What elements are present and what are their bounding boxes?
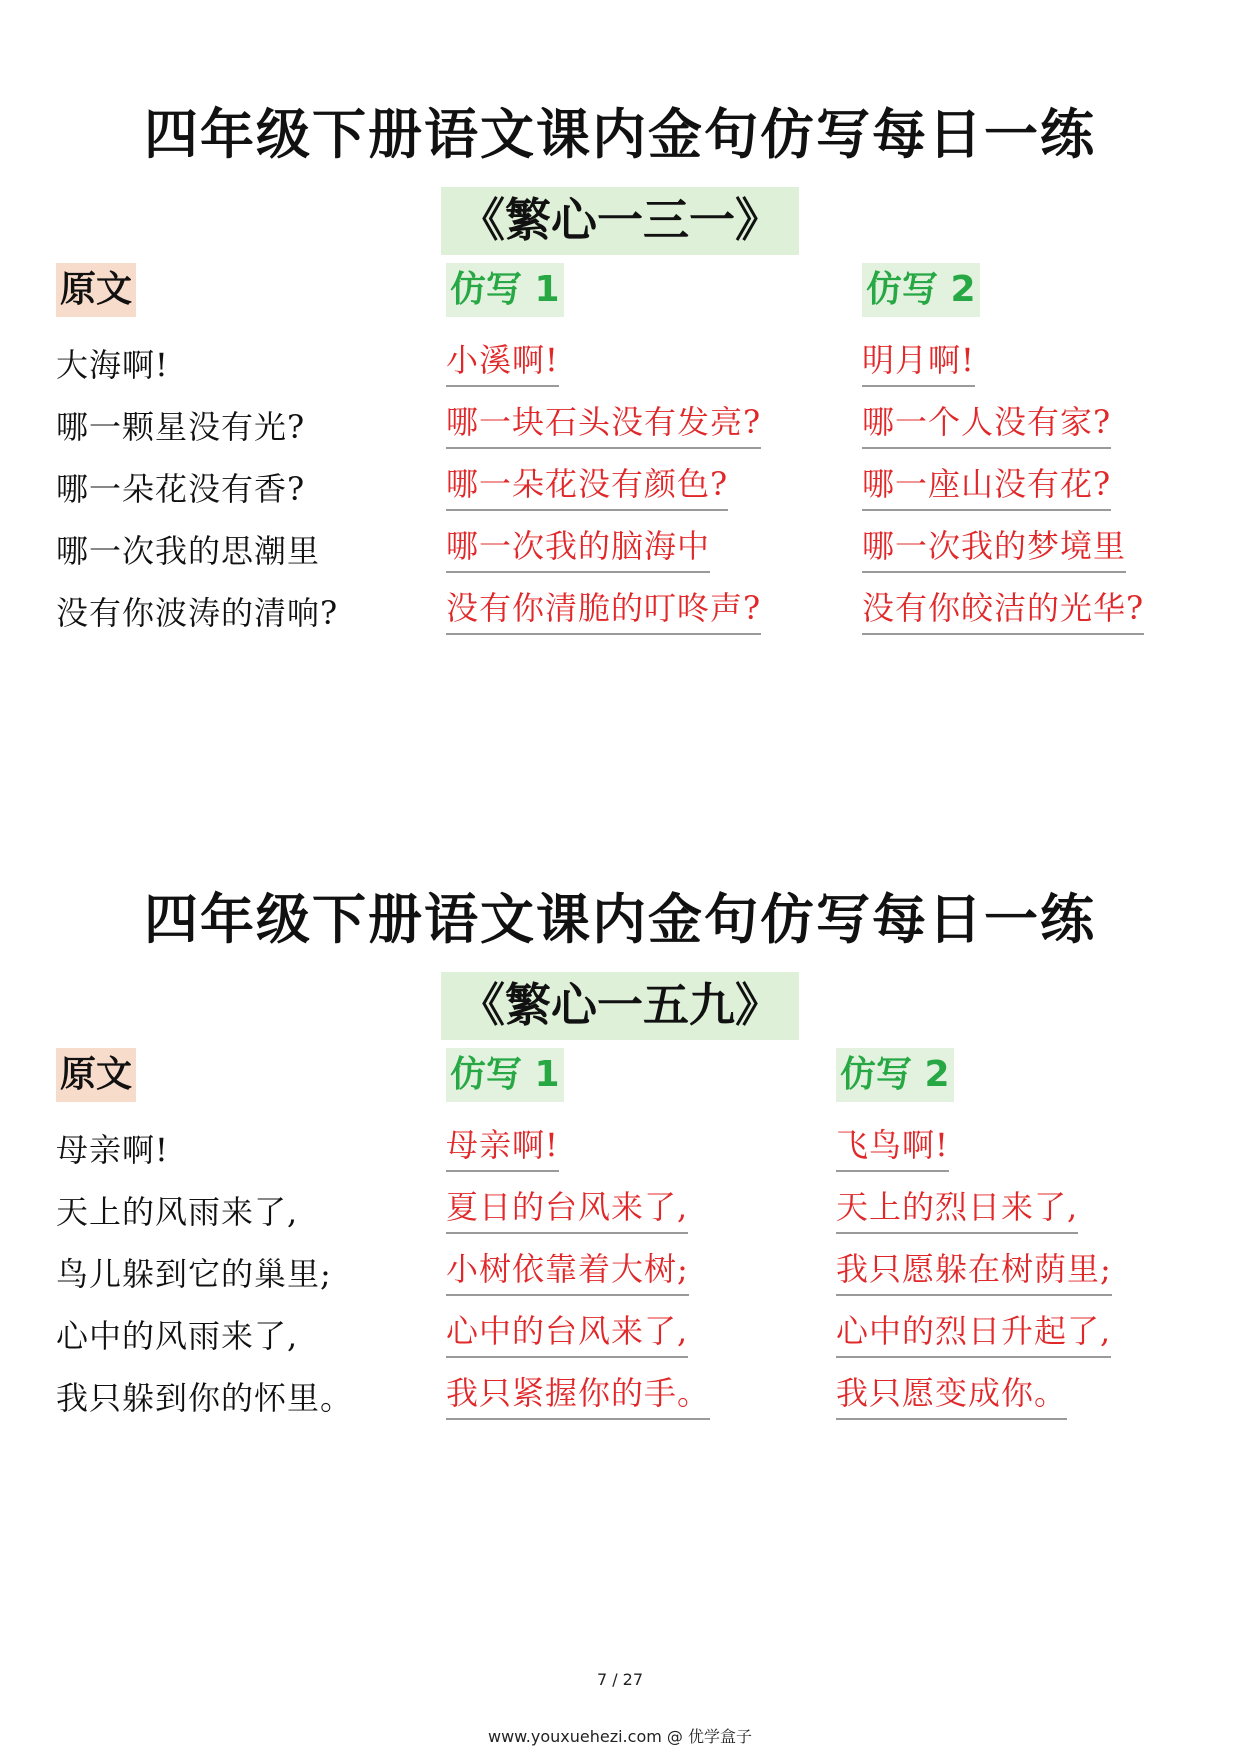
imitation-line: 小溪啊! bbox=[446, 338, 559, 387]
imitation-line: 母亲啊! bbox=[446, 1123, 559, 1172]
original-line: 哪一颗星没有光? bbox=[56, 408, 306, 446]
imitation-line: 哪一次我的脑海中 bbox=[446, 524, 710, 573]
imitation-line: 哪一朵花没有颜色? bbox=[446, 462, 728, 511]
imitation-line: 小树依靠着大树; bbox=[446, 1247, 689, 1296]
imitation-1-column bbox=[446, 263, 761, 635]
imitation-1-column bbox=[446, 1048, 710, 1420]
imitation-line: 我只愿变成你。 bbox=[836, 1371, 1067, 1420]
original-column bbox=[56, 263, 338, 635]
original-line: 天上的风雨来了, bbox=[56, 1193, 299, 1231]
original-line: 心中的风雨来了, bbox=[56, 1317, 299, 1355]
imitation-line: 我只紧握你的手。 bbox=[446, 1371, 710, 1420]
original-line: 哪一次我的思潮里 bbox=[56, 532, 321, 570]
imitation-line: 哪一次我的梦境里 bbox=[862, 524, 1126, 573]
imitation-2-column bbox=[862, 263, 1144, 635]
page-title: 四年级下册语文课内金句仿写每日一练 bbox=[144, 888, 1096, 951]
original-column bbox=[56, 1048, 353, 1420]
original-header: 原文 bbox=[56, 1048, 136, 1102]
imitation-line: 没有你清脆的叮咚声? bbox=[446, 586, 761, 635]
imitation-1-header: 仿写 1 bbox=[446, 1048, 564, 1102]
imitation-line: 哪一个人没有家? bbox=[862, 400, 1111, 449]
imitation-line: 哪一座山没有花? bbox=[862, 462, 1111, 511]
imitation-2-header: 仿写 2 bbox=[836, 1048, 954, 1102]
poem-subtitle: 《繁心一五九》 bbox=[441, 972, 799, 1040]
page-title: 四年级下册语文课内金句仿写每日一练 bbox=[144, 103, 1096, 166]
original-line: 没有你波涛的清响? bbox=[56, 594, 339, 632]
imitation-line: 飞鸟啊! bbox=[836, 1123, 949, 1172]
original-header: 原文 bbox=[56, 263, 136, 317]
imitation-line: 没有你皎洁的光华? bbox=[862, 586, 1144, 635]
imitation-line: 天上的烈日来了, bbox=[836, 1185, 1078, 1234]
imitation-line: 我只愿躲在树荫里; bbox=[836, 1247, 1112, 1296]
original-line: 母亲啊! bbox=[56, 1131, 169, 1169]
imitation-line: 明月啊! bbox=[862, 338, 975, 387]
imitation-2-column bbox=[836, 1048, 1112, 1420]
original-line: 哪一朵花没有香? bbox=[56, 470, 306, 508]
original-line: 我只躲到你的怀里。 bbox=[56, 1379, 354, 1417]
original-line: 大海啊! bbox=[56, 346, 169, 384]
footer-watermark: www.youxuehezi.com @ 优学盒子 bbox=[488, 1727, 752, 1746]
imitation-line: 哪一块石头没有发亮? bbox=[446, 400, 761, 449]
imitation-line: 心中的烈日升起了, bbox=[836, 1309, 1111, 1358]
page-number: 7 / 27 bbox=[596, 1670, 644, 1689]
poem-subtitle: 《繁心一三一》 bbox=[441, 187, 799, 255]
imitation-line: 夏日的台风来了, bbox=[446, 1185, 688, 1234]
original-line: 鸟儿躲到它的巢里; bbox=[56, 1255, 332, 1293]
imitation-line: 心中的台风来了, bbox=[446, 1309, 688, 1358]
imitation-1-header: 仿写 1 bbox=[446, 263, 564, 317]
imitation-2-header: 仿写 2 bbox=[862, 263, 980, 317]
